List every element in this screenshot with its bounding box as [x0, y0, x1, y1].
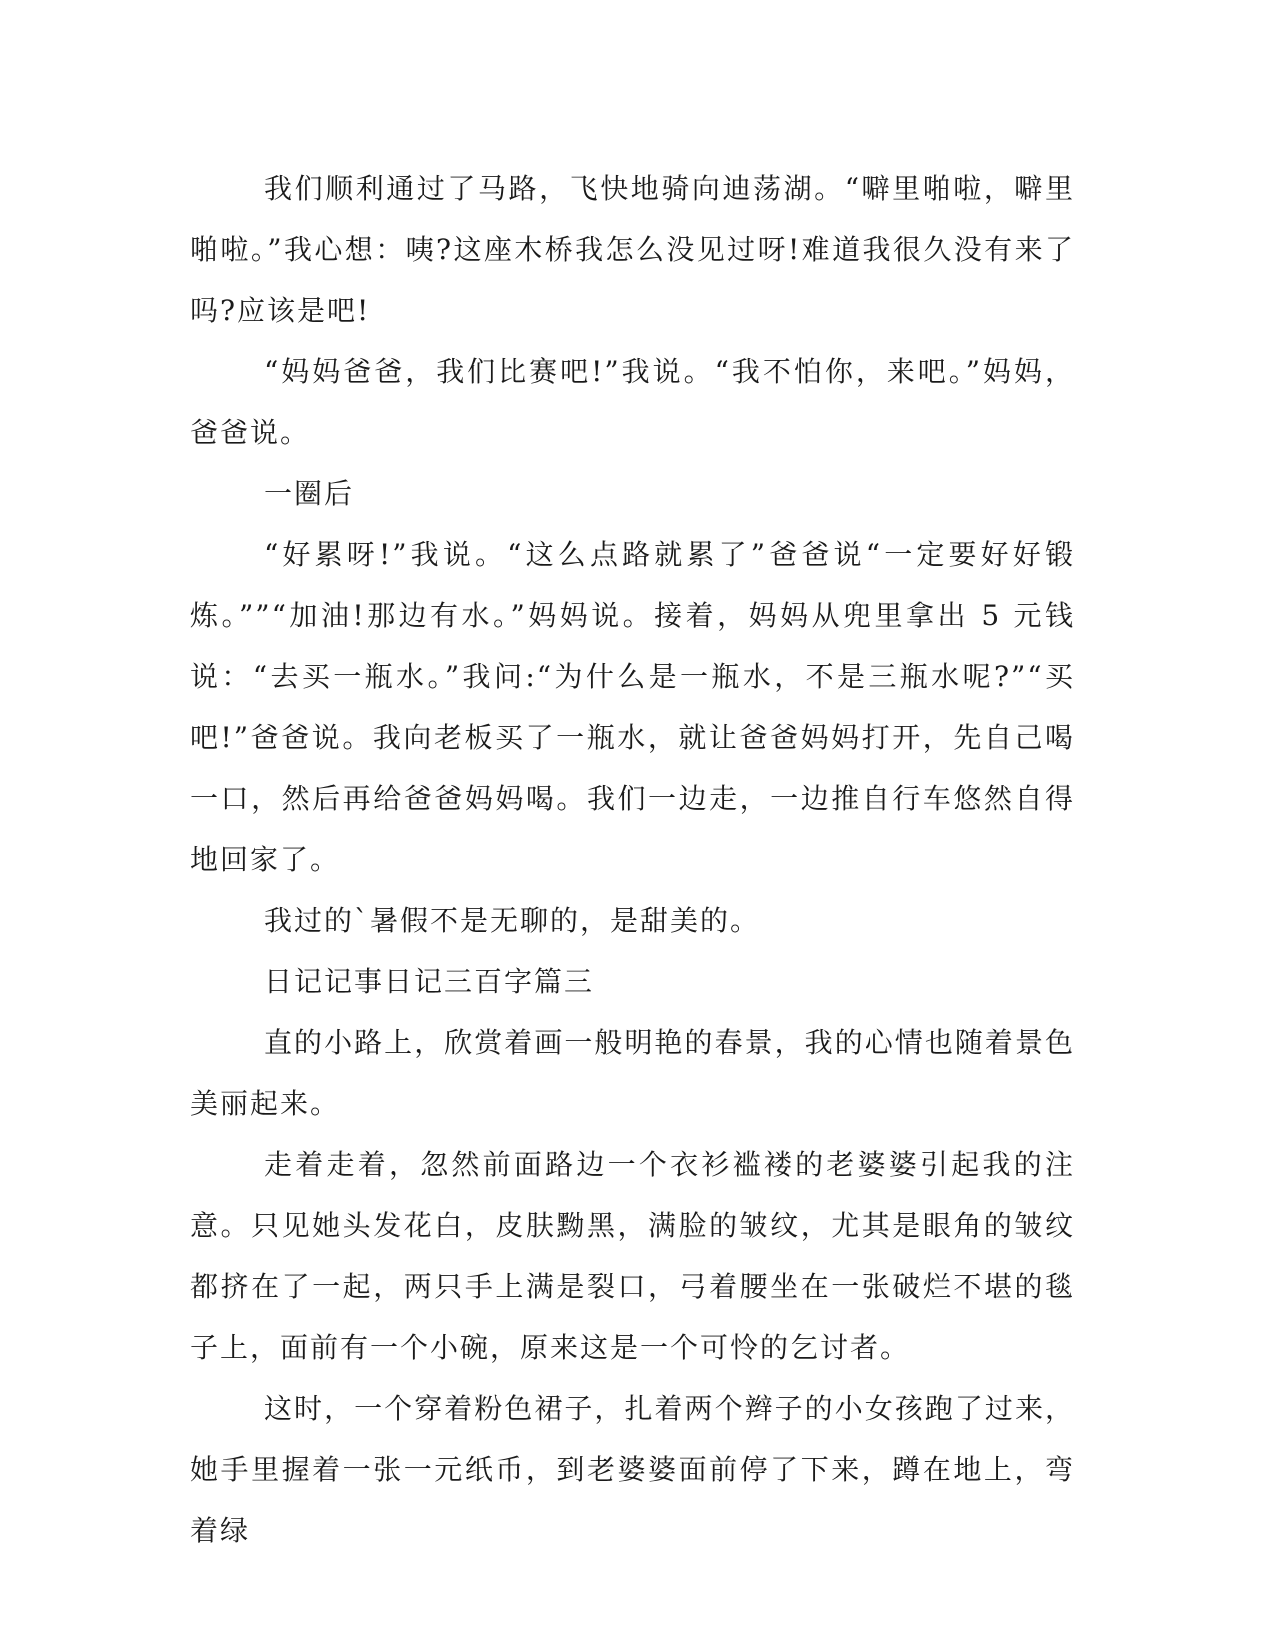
section-heading: 日记记事日记三百字篇三 — [264, 965, 595, 998]
paragraph-one-lap: 一圈后 — [264, 477, 355, 510]
paragraph-old-woman: 走着走着，忽然前面路边一个衣衫褴褛的老婆婆引起我的注意。只见她头发花白，皮肤黝黑，满脸的皱纹，尤其是眼角的皱纹都挤在了一起，两只手上满是裂口，弓着腰坐在一张破烂不堪的毯子上，面前有一个小碗，原来这是一个可怜的乞讨者。 — [190, 1148, 1075, 1364]
paragraph-spring: 直的小路上，欣赏着画一般明艳的春景，我的心情也随着景色美丽起来。 — [190, 1026, 1075, 1120]
paragraph-summer: 我过的`暑假不是无聊的，是甜美的。 — [264, 904, 761, 937]
paragraph-tired: “好累呀!”我说。“这么点路就累了”爸爸说“一定要好好锻炼。””“加油!那边有水。”妈妈说。接着，妈妈从兜里拿出 5 元钱说：“去买一瓶水。”我问:“为什么是一瓶水，不是三瓶水呢?”“买吧!”爸爸说。我向老板买了一瓶水，就让爸爸妈妈打开，先自己喝一口，然后再给爸爸妈妈喝。我们一边走，一边推自行车悠然自得地回家了。 — [190, 538, 1075, 876]
paragraph-race: “妈妈爸爸，我们比赛吧!”我说。“我不怕你，来吧。”妈妈，爸爸说。 — [190, 355, 1075, 449]
paragraph-little-girl: 这时，一个穿着粉色裙子，扎着两个辫子的小女孩跑了过来，她手里握着一张一元纸币，到老婆婆面前停了下来，蹲在地上，弯着绿 — [190, 1392, 1075, 1547]
document-body — [190, 158, 1075, 1561]
paragraph-road: 我们顺利通过了马路，飞快地骑向迪荡湖。“噼里啪啦，噼里啪啦。”我心想：咦?这座木桥我怎么没见过呀!难道我很久没有来了吗?应该是吧! — [190, 172, 1075, 327]
